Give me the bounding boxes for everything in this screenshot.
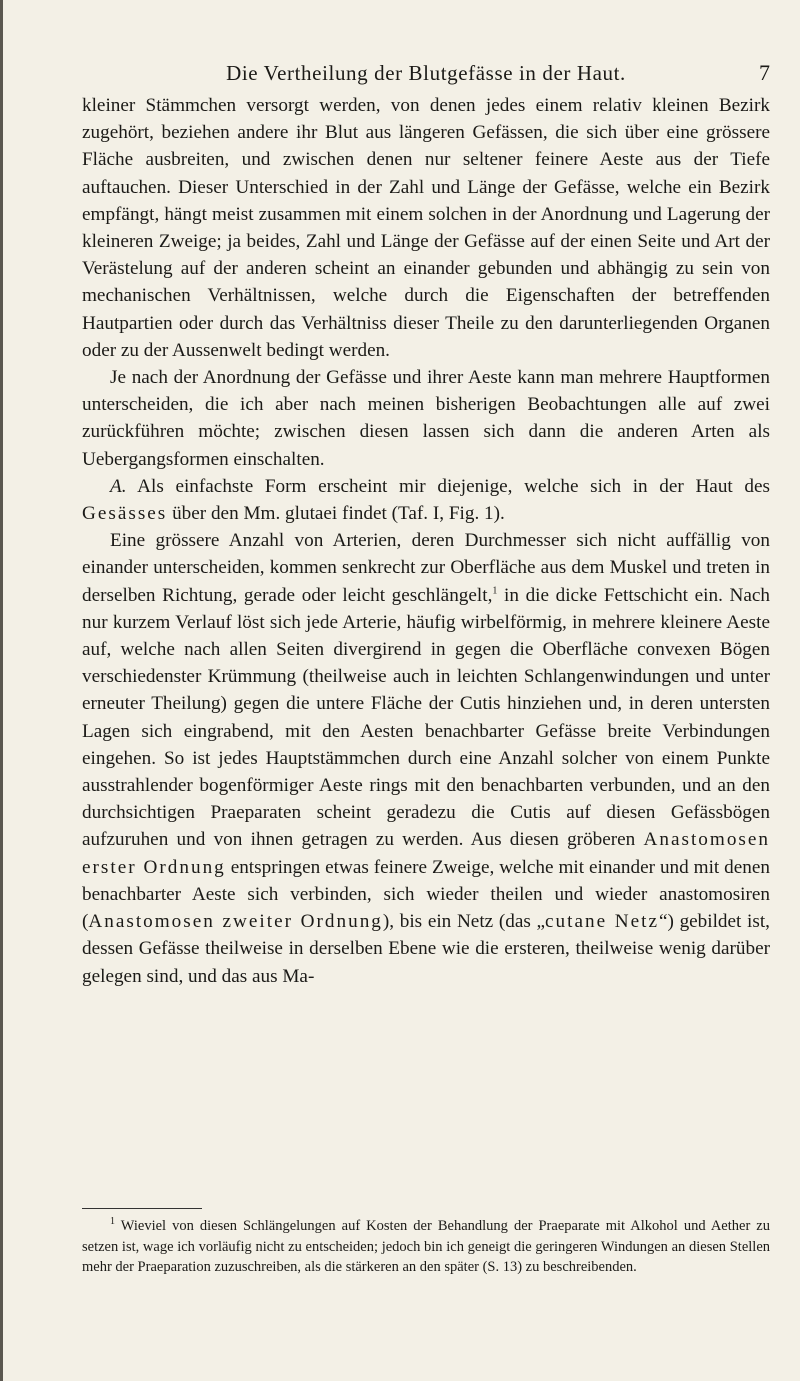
paragraph-2: Je nach der Anordnung der Gefässe und ihrer Aeste kann man mehrere Hauptformen unterscheiden, die ich aber nach meinen bisherigen Beobachtungen alle auf zwei zurückführen möchte; zwischen diesen lassen sich dann die anderen Arten als Uebergangsformen einschalten.: [82, 367, 770, 470]
paragraph-1: kleiner Stämmchen versorgt werden, von denen jedes einem relativ kleinen Bezirk zugehört, beziehen andere ihr Blut aus längeren Gefässen, die sich über eine grössere Fläche ausbreiten, und zwischen denen nur seltener feinere Aeste aus der Tiefe auftauchen. Dieser Unterschied in der Zahl und Länge der Gefässe, welche ein Bezirk empfängt, hängt meist zusammen mit einem solchen in der Anordnung und Lagerung der kleineren Zweige; ja beides, Zahl und Länge der Gefässe auf der einen Seite und Art der Verästelung auf der anderen scheint an einander gebunden und abhängig zu sein von mechanischen Verhältnissen, welche durch die Eigenschaften der betreffenden Hautpartien oder durch das Verhältniss dieser Theile zu den darunterliegenden Organen oder zu der Aussenwelt bedingt werden.: [82, 95, 770, 361]
page-header: [82, 56, 770, 90]
paragraph-3: [82, 473, 770, 527]
body-text: [82, 92, 770, 990]
spaced-term-anastomosen-erster-ordnung: Anastomosen erster Ordnung: [82, 829, 770, 878]
paragraph-4-text-e: “) gebildet ist, dessen Gefässe theilweise in derselben Ebene wie die ersteren, theilweise wenig darüber gelegen sind, und das aus Ma-: [82, 911, 770, 987]
footnote-divider: [82, 1208, 202, 1209]
paragraph-4: [82, 527, 770, 989]
page-edge-shadow: [0, 0, 3, 1381]
footnote-reference: 1: [492, 585, 498, 597]
running-title: Die Vertheilung der Blutgefässe in der Haut.: [226, 61, 626, 85]
footnote: [82, 1216, 770, 1278]
paragraph-3-text-b: über den Mm. glutaei findet (Taf. I, Fig. 1).: [167, 503, 505, 525]
paragraph-3-text-a: Als einfachste Form erscheint mir diejenige, welche sich in der Haut des: [126, 475, 770, 497]
footnote-paragraph: [82, 1216, 770, 1278]
section-label: A.: [110, 475, 127, 497]
paragraph-4-text-d: ), bis ein Netz (das „: [382, 911, 546, 933]
footnote-marker: 1: [110, 1216, 115, 1228]
paragraph-4-text-a: Eine grössere Anzahl von Arterien, deren Durchmesser sich nicht auffällig von einander unterscheiden, kommen senkrecht zur Oberfläche aus dem Muskel und treten in derselben Richtung, gerade oder leicht geschlängelt,: [82, 530, 770, 606]
paragraph-4-text-b: in die dicke Fettschicht ein. Nach nur kurzem Verlauf löst sich jede Arterie, häufig wirbelförmig, in mehrere kleinere Aeste auf, welche nach allen Seiten divergirend in gegen die Oberfläche convexen Bögen verschiedenster Krümmung (theilweise auch in leichten Schlangenwindungen und unter erneuter Theilung) gegen die untere Fläche der Cutis hinziehen und, in deren untersten Lagen sich eingrabend, mit den Aesten benachbarter Gefässe breite Verbindungen eingehen. So ist jedes Hauptstämmchen durch eine Anzahl solcher von einem Punkte ausstrahlender bogenförmiger Aeste rings mit den benachbarten verbunden, und an den durchsichtigen Praeparaten scheint geradezu die Cutis auf diesen Gefässbögen aufzuruhen und von ihnen getragen zu werden. Aus diesen gröberen: [82, 584, 771, 851]
spaced-term-anastomosen-zweiter-ordnung: Anastomosen zweiter Ordnung: [88, 911, 383, 933]
paragraph-4-text-c: entspringen etwas feinere Zweige, welche mit einander und mit denen benachbarter Aeste sich verbinden, sich wieder theilen und wieder anastomosiren (: [82, 856, 770, 933]
spaced-term-gesaesses: Gesässes: [82, 503, 168, 525]
footnote-text: Wieviel von diesen Schlängelungen auf Kosten der Behandlung der Praeparate mit Alkohol und Aether zu setzen ist, wage ich vorläufig nicht zu entscheiden; jedoch bin ich geneigt die geringeren Windungen an diesen Stellen mehr der Praeparation zuzuschreiben, als die stärkeren an den später (S. 13) zu beschreibenden.: [82, 1218, 770, 1275]
page-number: 7: [759, 60, 770, 85]
spaced-term-cutane-netz: cutane Netz: [545, 911, 659, 933]
